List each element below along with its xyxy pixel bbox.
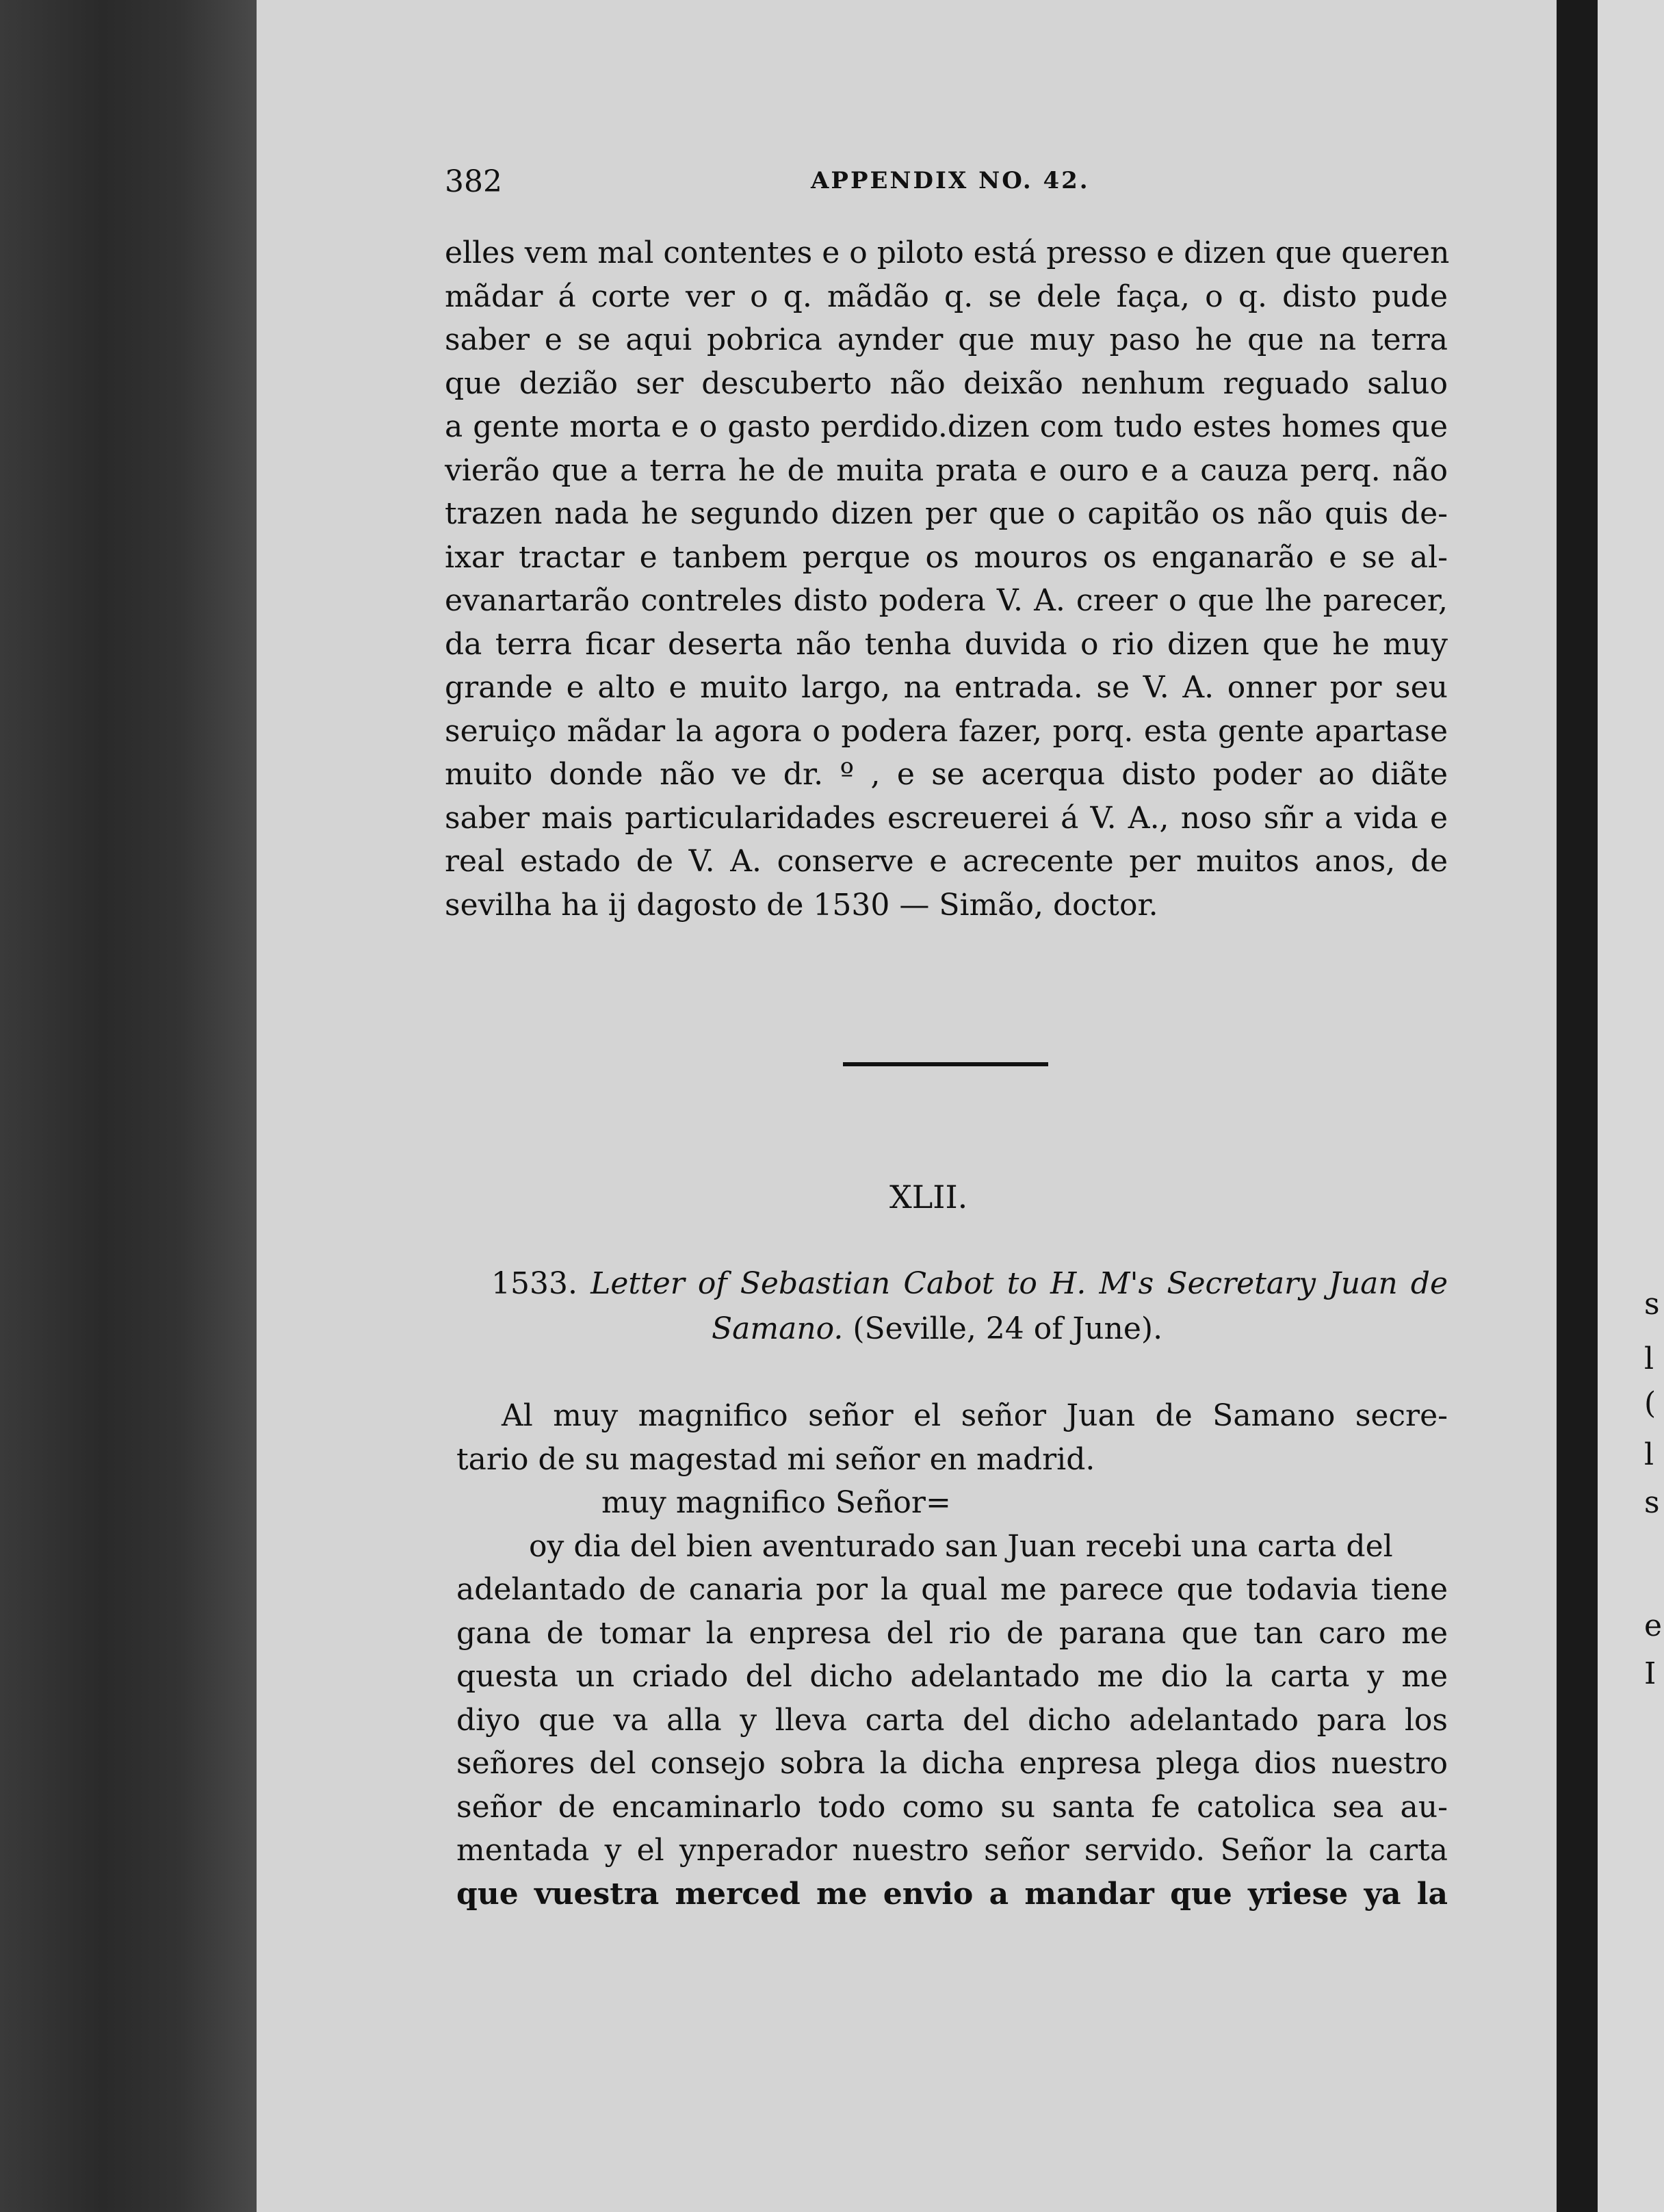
text-line: gana de tomar la enpresa del rio de parana que tan caro me: [456, 1615, 1448, 1651]
facing-fragment: e: [1644, 1608, 1663, 1643]
text-line: saber e se aqui pobrica aynder que muy paso he que na terra: [445, 322, 1448, 357]
facing-fragment: (: [1644, 1386, 1656, 1421]
running-head: APPENDIX NO. 42.: [811, 167, 1090, 194]
facing-fragment: s: [1644, 1485, 1660, 1520]
text-line: señor de encaminarlo todo como su santa fe catolica sea au-: [456, 1789, 1448, 1825]
text-line: muito donde não ve dr. º , e se acerqua disto poder ao diãte: [445, 757, 1448, 792]
text-line: vierão que a terra he de muita prata e ouro e a cauza perq. não: [445, 452, 1448, 488]
text-line: mãdar á corte ver o q. mãdão q. se dele faça, o q. disto pude: [445, 279, 1448, 314]
gutter-shadow: [1557, 0, 1598, 2212]
facing-fragment: l: [1644, 1341, 1654, 1376]
text-line: a gente morta e o gasto perdido.dizen com tudo estes homes que: [445, 409, 1448, 444]
top-passage: [445, 231, 1448, 927]
text-line: mentada y el ynperador nuestro señor servido. Señor la carta: [456, 1833, 1448, 1868]
title-place-date: (Seville, 24 of June).: [853, 1311, 1163, 1346]
section-number: XLII.: [889, 1179, 968, 1216]
text-line: sevilha ha ij dagosto de 1530 — Simão, doctor.: [445, 887, 1158, 923]
title-italic-line-1: Letter of Sebastian Cabot to H. M's Secretary Juan de: [590, 1266, 1448, 1301]
text-line: da terra ficar deserta não tenha duvida o rio dizen que he muy: [445, 626, 1448, 662]
text-line: diyo que va alla y lleva carta del dicho adelantado para los: [456, 1702, 1448, 1738]
text-line: señores del consejo sobra la dicha enpresa plega dios nuestro: [456, 1746, 1448, 1781]
text-line: questa un criado del dicho adelantado me dio la carta y me: [456, 1659, 1448, 1694]
letter-salutation: muy magnifico Señor=: [601, 1485, 951, 1520]
title-year: 1533.: [491, 1266, 577, 1301]
text-line: seruiço mãdar la agora o podera fazer, porq. esta gente apartase: [445, 713, 1448, 749]
text-line: elles vem mal contentes e o piloto está presso e dizen que queren: [445, 235, 1450, 270]
letter-address-line: tario de su magestad mi señor en madrid.: [456, 1441, 1095, 1477]
section-title: [491, 1261, 1448, 1352]
facing-page-edge: [1598, 0, 1664, 2212]
text-line: que vuestra merced me envio a mandar que yriese ya la: [456, 1876, 1448, 1912]
facing-fragment: I: [1644, 1656, 1656, 1691]
page-header: [445, 164, 1448, 205]
page-number: 382: [445, 164, 502, 199]
letter-text: [456, 1394, 1448, 1916]
left-page-edge: [0, 0, 257, 2212]
facing-fragment: s: [1644, 1287, 1660, 1322]
facing-fragment: l: [1644, 1437, 1654, 1472]
text-line: que dezião ser descuberto não deixão nenhum reguado saluo: [445, 365, 1448, 401]
text-line: real estado de V. A. conserve e acrecente per muitos anos, de: [445, 844, 1448, 879]
text-line: saber mais particularidades escreuerei á V. A., noso sñr a vida e: [445, 800, 1448, 836]
text-line: ixar tractar e tanbem perque os mouros os enganarão e se al-: [445, 539, 1448, 575]
text-line: oy dia del bien aventurado san Juan recebi una carta del: [529, 1528, 1393, 1564]
text-line: adelantado de canaria por la qual me parece que todavia tiene: [456, 1572, 1448, 1607]
letter-address-line: Al muy magnifico señor el señor Juan de Samano secre-: [502, 1398, 1448, 1433]
text-line: evanartarão contreles disto podera V. A. creer o que lhe parecer,: [445, 583, 1448, 618]
text-line: trazen nada he segundo dizen per que o capitão os não quis de-: [445, 496, 1448, 531]
section-divider-rule: [843, 1062, 1048, 1066]
title-italic-line-2: Samano.: [712, 1311, 844, 1346]
text-line: grande e alto e muito largo, na entrada. se V. A. onner por seu: [445, 670, 1448, 705]
